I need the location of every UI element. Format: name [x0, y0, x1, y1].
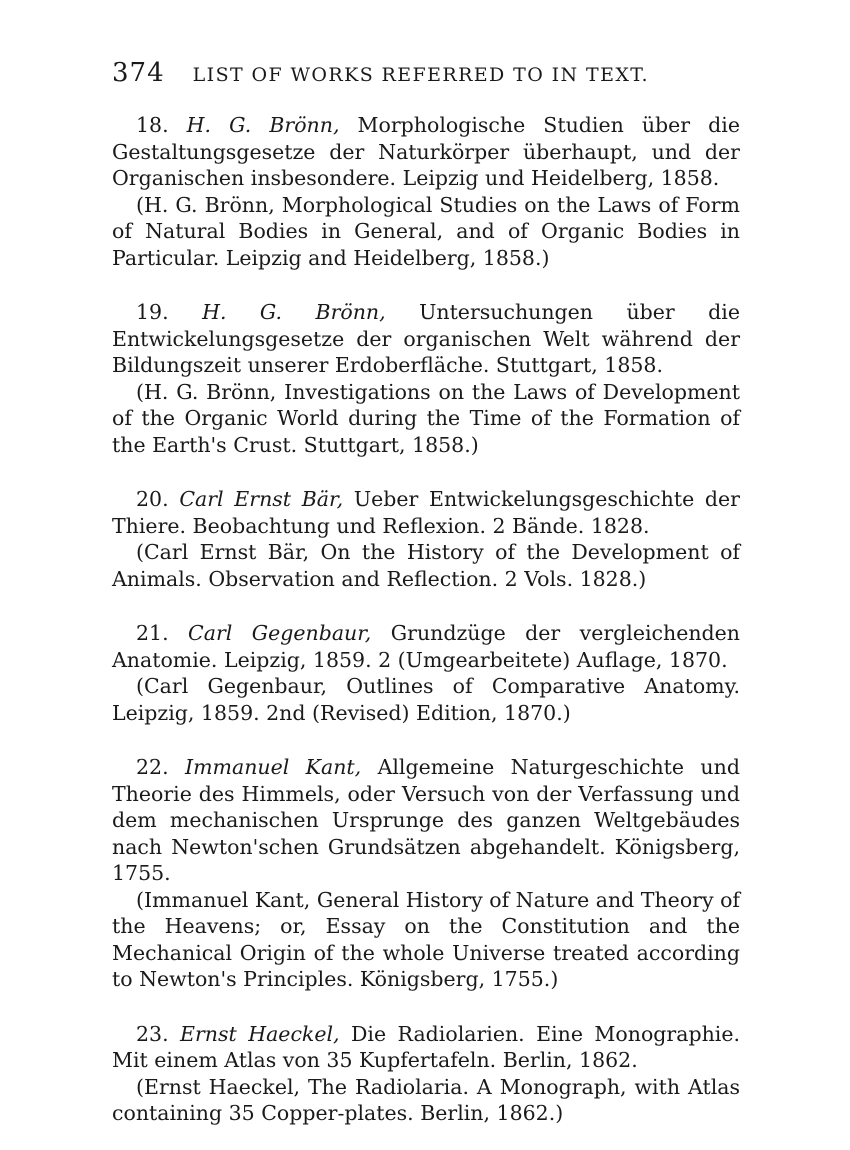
- reference-title-german: Grundzüge der vergleichenden Anatomie. Leipzig, 1859. 2 (Umgearbeitete) Auflage, 1870.: [112, 621, 740, 672]
- reference-entry: [112, 620, 740, 726]
- running-title: LIST OF WORKS REFERRED TO IN TEXT.: [192, 64, 649, 86]
- reference-translation: (Carl Gegenbaur, Outlines of Comparative Anatomy. Leipzig, 1859. 2nd (Revised) Edition, 1870.): [112, 674, 740, 725]
- reference-number: 22.: [136, 755, 169, 779]
- reference-entry: [112, 1021, 740, 1127]
- reference-author: Carl Gegenbaur,: [188, 621, 372, 645]
- reference-translation: (Carl Ernst Bär, On the History of the Development of Animals. Observation and Reflection. 2 Vols. 1828.): [112, 540, 740, 591]
- reference-author: Immanuel Kant,: [185, 755, 362, 779]
- page-number: 374: [112, 58, 165, 88]
- reference-translation: (Ernst Haeckel, The Radiolaria. A Monograph, with Atlas containing 35 Copper-plates. Berlin, 1862.): [112, 1074, 740, 1125]
- reference-original: [112, 112, 740, 192]
- reference-original: [112, 754, 740, 887]
- reference-number: 18.: [136, 113, 169, 137]
- reference-number: 20.: [136, 487, 169, 511]
- reference-number: 19.: [136, 300, 169, 324]
- reference-entry: [112, 112, 740, 271]
- running-header: [112, 58, 740, 88]
- reference-original: [112, 1021, 740, 1074]
- reference-original: [112, 299, 740, 379]
- reference-number: 21.: [136, 621, 169, 645]
- reference-translation: (Immanuel Kant, General History of Nature and Theory of the Heavens; or, Essay on the Constitution and the Mechanical Origin of the whole Universe treated according to Newton's Principles. Königsberg, 1755.): [112, 887, 740, 991]
- reference-title-german: Untersuchungen über die Entwickelungsgesetze der organischen Welt während der Bildungszeit unserer Erdoberfläche. Stuttgart, 1858.: [112, 300, 740, 377]
- reference-original: [112, 620, 740, 673]
- reference-title-german: Die Radiolarien. Eine Monographie. Mit einem Atlas von 35 Kupfertafeln. Berlin, 1862.: [112, 1021, 740, 1072]
- reference-number: 23.: [136, 1021, 169, 1046]
- reference-translation: (H. G. Brönn, Morphological Studies on the Laws of Form of Natural Bodies in General, and of Organic Bodies in Particular. Leipzig and Heidelberg, 1858.): [112, 192, 740, 270]
- reference-translation: (H. G. Brönn, Investigations on the Laws of Development of the Organic World during the Time of the Formation of the Earth's Crust. Stuttgart, 1858.): [112, 379, 740, 457]
- reference-list: [112, 112, 740, 1127]
- reference-original: [112, 486, 740, 539]
- reference-author: H. G. Brönn,: [202, 300, 386, 324]
- reference-author: Carl Ernst Bär,: [179, 487, 344, 511]
- reference-author: H. G. Brönn,: [186, 113, 340, 137]
- reference-title-german: Allgemeine Naturgeschichte und Theorie des Himmels, oder Versuch von der Verfassung und dem mechanischen Ursprunge des ganzen Weltgebäudes nach Newton'schen Grundsätzen abgehandelt. Königsberg, 1755.: [112, 755, 740, 885]
- reference-entry: [112, 299, 740, 458]
- reference-entry: [112, 486, 740, 592]
- reference-entry: [112, 754, 740, 993]
- reference-title-german: Ueber Entwickelungsgeschichte der Thiere. Beobachtung und Reflexion. 2 Bände. 1828.: [112, 487, 740, 538]
- reference-author: Ernst Haeckel,: [180, 1021, 340, 1046]
- reference-title-german: Morphologische Studien über die Gestaltungsgesetze der Naturkörper überhaupt, und der Organischen insbesondere. Leipzig und Heidelberg, 1858.: [112, 113, 740, 190]
